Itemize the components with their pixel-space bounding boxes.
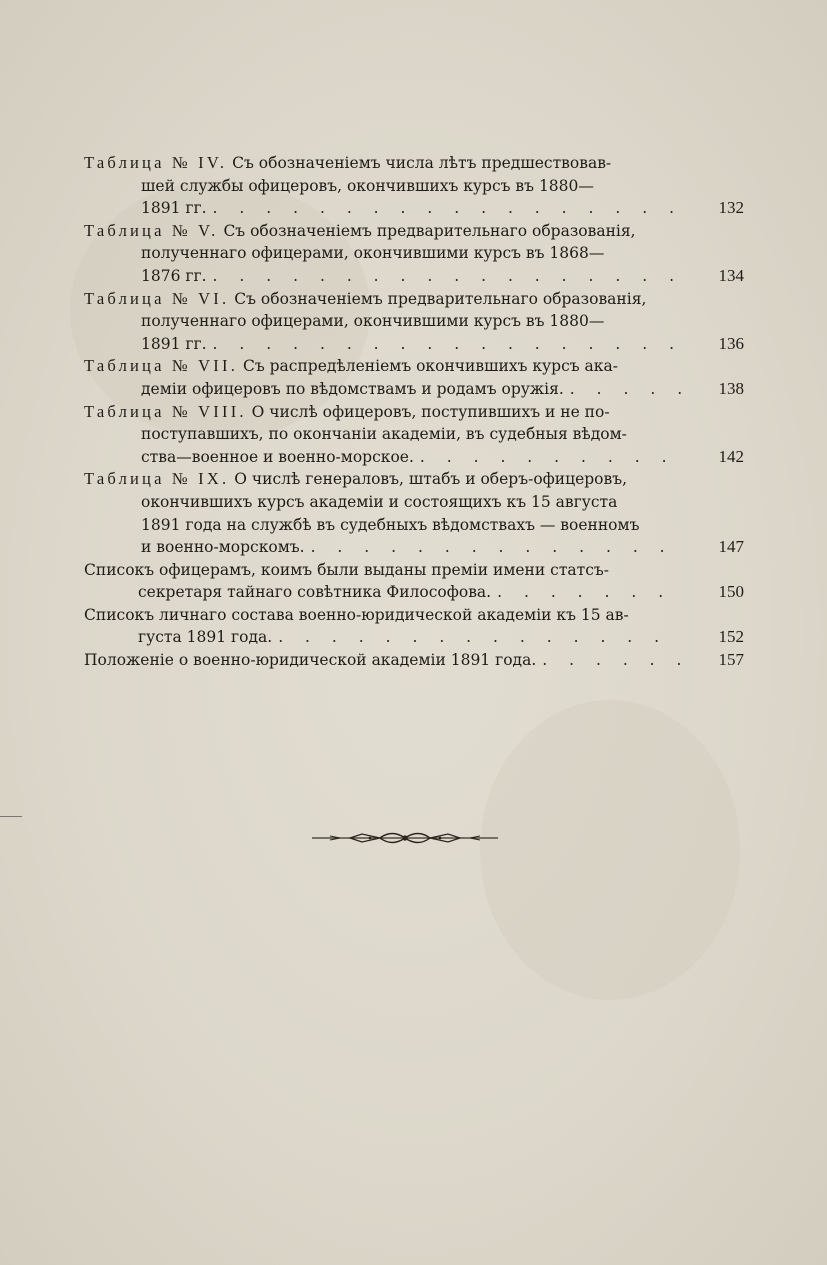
toc-line xyxy=(84,468,744,491)
page-number: 134 xyxy=(718,265,744,285)
page-number: 152 xyxy=(718,627,744,647)
page-number: 136 xyxy=(718,333,744,353)
toc-line xyxy=(84,288,744,311)
toc-text: 1891 года на службѣ въ судебныхъ вѣдомствахъ — военномъ xyxy=(141,515,640,534)
toc-entry xyxy=(84,559,744,604)
toc-line xyxy=(84,355,744,378)
dot-leader xyxy=(414,446,682,469)
toc-line xyxy=(84,401,744,424)
page-number: 150 xyxy=(718,582,744,602)
toc-text: 1876 гг. xyxy=(141,266,207,285)
toc-line xyxy=(84,604,744,627)
toc-entry xyxy=(84,355,744,400)
toc-last-line xyxy=(84,265,744,288)
toc-lead: Таблица № VIII. xyxy=(84,401,247,421)
toc-text: О числѣ офицеровъ, поступившихъ и не по- xyxy=(251,402,610,421)
table-of-contents xyxy=(84,152,744,672)
toc-line xyxy=(84,514,744,537)
toc-last-line xyxy=(84,197,744,220)
toc-last-line xyxy=(84,649,744,672)
edge-mark xyxy=(0,816,22,817)
toc-entry xyxy=(84,468,744,558)
toc-line xyxy=(84,152,744,175)
toc-entry xyxy=(84,604,744,649)
toc-last-line xyxy=(84,333,744,356)
dot-leader xyxy=(564,378,682,401)
toc-text: Списокъ личнаго состава военно-юридической академіи къ 15 ав- xyxy=(84,605,629,624)
toc-line xyxy=(84,220,744,243)
toc-text: О числѣ генераловъ, штабъ и оберъ-офицеровъ, xyxy=(234,470,628,489)
toc-entry xyxy=(84,401,744,469)
toc-line xyxy=(84,310,744,333)
page-number: 147 xyxy=(718,537,744,557)
toc-text: Съ обозначеніемъ предварительнаго образованія, xyxy=(234,289,647,308)
dot-leader xyxy=(207,197,682,220)
toc-text: поступавшихъ, по окончаніи академіи, въ судебныя вѣдом- xyxy=(141,425,627,444)
toc-line xyxy=(84,559,744,582)
dot-leader xyxy=(207,265,682,288)
toc-entry xyxy=(84,220,744,288)
dot-leader xyxy=(305,536,682,559)
toc-text: Положеніе о военно-юридической академіи 1891 года. xyxy=(84,651,537,670)
toc-last-line xyxy=(84,581,744,604)
toc-lead: Таблица № VII. xyxy=(84,356,239,376)
toc-line xyxy=(84,491,744,514)
dot-leader xyxy=(491,581,682,604)
dot-leader xyxy=(272,626,682,649)
toc-text: Съ распредѣленіемъ окончившихъ курсъ ака- xyxy=(242,357,618,376)
toc-entry xyxy=(84,649,744,672)
toc-text: полученнаго офицерами, окончившими курсъ въ 1868— xyxy=(141,244,605,263)
toc-text: Съ обозначеніемъ предварительнаго образованія, xyxy=(223,221,636,240)
toc-line xyxy=(84,423,744,446)
toc-text: полученнаго офицерами, окончившими курсъ въ 1880— xyxy=(141,312,605,331)
toc-text: 1891 гг. xyxy=(141,199,207,218)
toc-last-line xyxy=(84,378,744,401)
toc-text: деміи офицеровъ по вѣдомствамъ и родамъ оружія. xyxy=(141,379,564,398)
toc-line xyxy=(84,242,744,265)
toc-text: 1891 гг. xyxy=(141,334,207,353)
page-number: 142 xyxy=(718,446,744,466)
toc-text: шей службы офицеровъ, окончившихъ курсъ въ 1880— xyxy=(141,176,594,195)
toc-lead: Таблица № IX. xyxy=(84,469,230,489)
toc-text: Съ обозначеніемъ числа лѣтъ предшествовав- xyxy=(232,154,612,172)
toc-lead: Таблица № IV. xyxy=(84,153,228,172)
ornament-divider xyxy=(310,826,500,850)
toc-text: и военно-морскомъ. xyxy=(141,538,305,557)
page-number: 157 xyxy=(718,650,744,670)
toc-line xyxy=(84,175,744,198)
toc-text: секретаря тайнаго совѣтника Философова. xyxy=(138,583,492,602)
toc-last-line xyxy=(84,536,744,559)
page-number: 138 xyxy=(718,378,744,398)
dot-leader xyxy=(207,333,682,356)
paper-stain xyxy=(480,700,740,1000)
toc-lead: Таблица № V. xyxy=(84,220,219,240)
toc-lead: Таблица № VI. xyxy=(84,288,230,308)
toc-text: ства—военное и военно-морское. xyxy=(141,447,414,466)
toc-last-line xyxy=(84,446,744,469)
page-number: 132 xyxy=(718,198,744,218)
toc-entry xyxy=(84,152,744,220)
toc-text: Списокъ офицерамъ, коимъ были выданы преміи имени статсъ- xyxy=(84,560,609,579)
dot-leader xyxy=(536,649,682,672)
toc-entry xyxy=(84,288,744,356)
toc-text: густа 1891 года. xyxy=(138,628,273,647)
toc-text: окончившихъ курсъ академіи и состоящихъ къ 15 августа xyxy=(141,492,618,511)
toc-last-line xyxy=(84,626,744,649)
